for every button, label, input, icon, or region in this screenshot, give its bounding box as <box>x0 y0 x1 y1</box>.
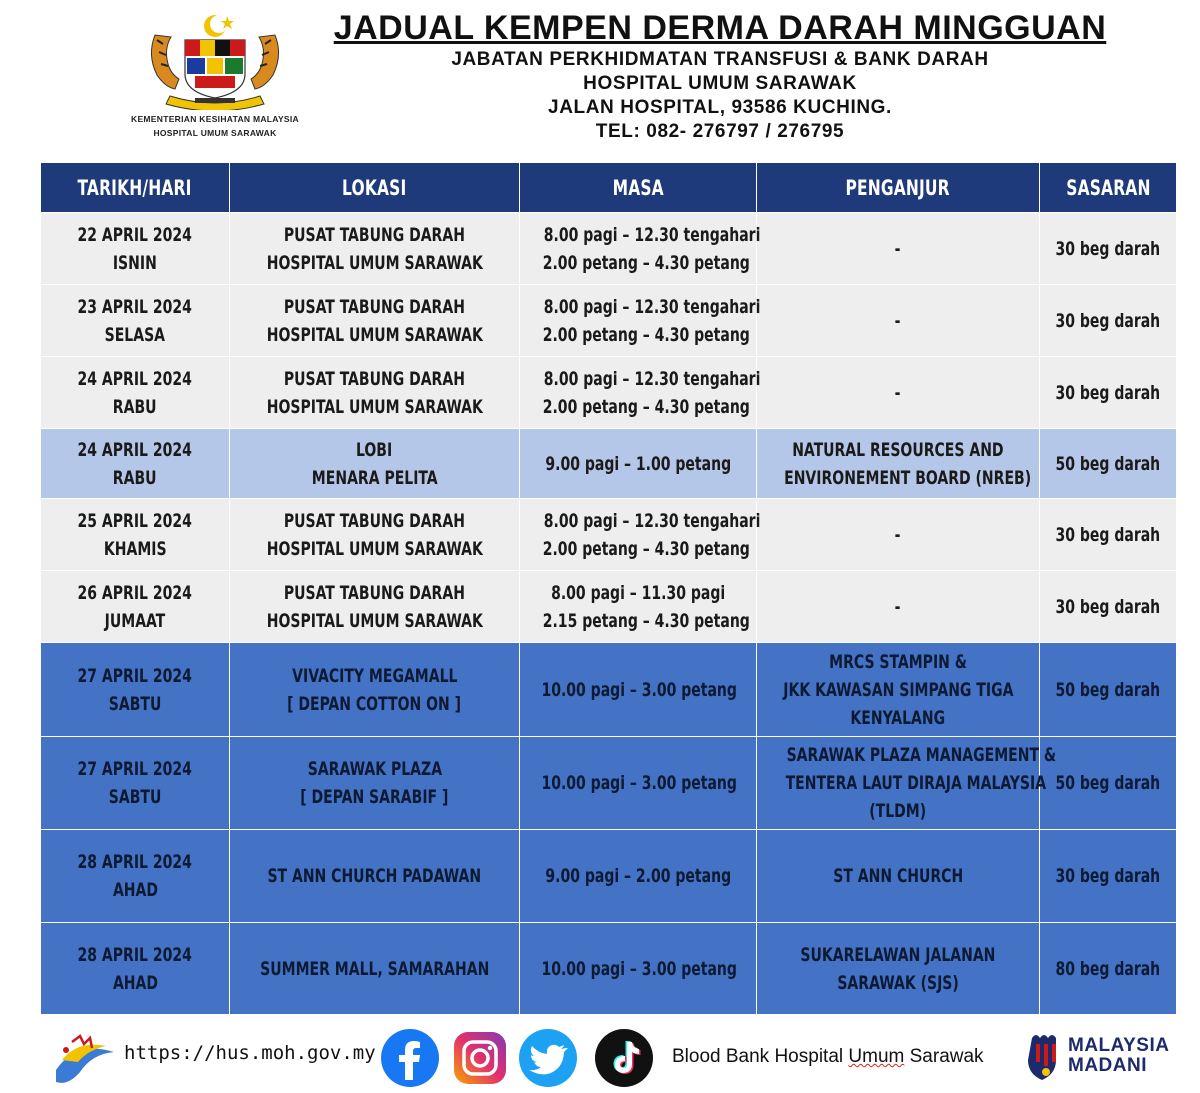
cell-location-line: PUSAT TABUNG DARAH <box>283 367 466 390</box>
schedule-table <box>40 162 1177 1015</box>
cell-organizer <box>757 285 1040 357</box>
cell-organizer-line: (TLDM) <box>869 800 927 822</box>
cell-target <box>1040 213 1177 285</box>
cell-time-line: 2.00 petang – 4.30 petang <box>542 251 750 274</box>
cell-date <box>41 285 230 357</box>
cell-location <box>230 357 520 429</box>
cell-date-line: 24 APRIL 2024 <box>77 367 193 390</box>
cell-organizer-line: JKK KAWASAN SIMPANG TIGA <box>782 678 1014 701</box>
cell-date-line: 24 APRIL 2024 <box>77 438 193 461</box>
malaysia-coat-of-arms-icon <box>135 10 295 110</box>
cell-organizer <box>757 830 1040 923</box>
cell-date <box>41 643 230 737</box>
department-line: JABATAN PERKHIDMATAN TRANSFUSI & BANK DARAH <box>451 49 989 70</box>
cell-target-text: 50 beg darah <box>1055 772 1161 794</box>
cell-organizer-line: MRCS STAMPIN & <box>829 650 967 673</box>
table-body <box>41 213 1177 1015</box>
cell-organizer-line: SARAWAK (SJS) <box>837 971 959 994</box>
cell-target-text: 30 beg darah <box>1055 865 1161 887</box>
cell-location-line: PUSAT TABUNG DARAH <box>283 581 466 604</box>
madani-line-2: MADANI <box>1068 1055 1147 1076</box>
cell-location <box>230 737 520 830</box>
cell-date <box>41 571 230 643</box>
cell-organizer <box>757 737 1057 830</box>
cell-date-line: 27 APRIL 2024 <box>77 664 193 687</box>
cell-date-line: 28 APRIL 2024 <box>77 851 193 873</box>
malaysia-madani-logo <box>1028 1030 1178 1086</box>
cell-location <box>230 923 520 1015</box>
twitter-icon[interactable] <box>518 1028 578 1088</box>
cell-location-line: SUMMER MALL, SAMARAHAN <box>259 957 490 980</box>
cell-organizer-line: - <box>895 595 901 618</box>
cell-organizer <box>757 499 1040 571</box>
cell-time-line: 9.00 pagi – 2.00 petang <box>545 865 731 887</box>
cell-date <box>41 737 230 830</box>
cell-date <box>41 830 230 923</box>
column-header-date: TARIKH/HARI <box>41 163 230 213</box>
cell-target <box>1040 285 1177 357</box>
cell-target-text: 50 beg darah <box>1055 452 1161 475</box>
cell-target-text: 50 beg darah <box>1055 678 1161 701</box>
cell-organizer <box>757 213 1040 285</box>
cell-organizer-line: ST ANN CHURCH <box>833 865 963 887</box>
cell-organizer-line: KENYALANG <box>850 706 946 729</box>
cell-time <box>520 285 761 357</box>
cell-target <box>1040 357 1177 429</box>
cell-location-line: HOSPITAL UMUM SARAWAK <box>266 609 483 632</box>
cell-location <box>230 285 520 357</box>
table-header-row <box>41 163 1177 213</box>
cell-time <box>520 571 757 643</box>
cell-time-line: 9.00 pagi – 1.00 petang <box>545 452 731 475</box>
cell-organizer <box>757 643 1040 737</box>
cell-organizer-line: SARAWAK PLAZA MANAGEMENT & <box>786 744 1057 766</box>
cell-time <box>520 357 761 429</box>
cell-date-line: SELASA <box>104 323 166 346</box>
cell-date-line: JUMAAT <box>104 609 166 632</box>
column-header-organizer: PENGANJUR <box>757 163 1040 213</box>
table-row <box>41 923 1177 1015</box>
hospital-line: HOSPITAL UMUM SARAWAK <box>583 73 857 94</box>
column-header-target: SASARAN <box>1040 163 1177 213</box>
cell-time <box>520 923 757 1015</box>
column-header-location: LOKASI <box>230 163 520 213</box>
cell-organizer-line: ENVIRONEMENT BOARD (NREB) <box>784 466 1032 489</box>
cell-location-line: SARAWAK PLAZA <box>307 758 442 780</box>
cell-date-line: 25 APRIL 2024 <box>77 509 193 532</box>
address-line: JALAN HOSPITAL, 93586 KUCHING. <box>548 97 892 118</box>
madani-line-1: MALAYSIA <box>1068 1035 1170 1056</box>
cell-location-line: PUSAT TABUNG DARAH <box>283 509 466 532</box>
cell-location-line: [ DEPAN SARABIF ] <box>300 786 449 808</box>
instagram-icon[interactable] <box>450 1028 510 1088</box>
cell-location <box>230 830 520 923</box>
cell-target-text: 30 beg darah <box>1055 237 1161 260</box>
cell-date <box>41 213 230 285</box>
cell-time-line: 8.00 pagi – 12.30 tengahari <box>543 367 761 390</box>
cell-organizer <box>757 429 1040 499</box>
table-row <box>41 213 1177 285</box>
cell-target-text: 30 beg darah <box>1055 309 1161 332</box>
cell-date-line: 26 APRIL 2024 <box>77 581 193 604</box>
cell-organizer-line: TENTERA LAUT DIRAJA MALAYSIA <box>785 772 1047 794</box>
table-row <box>41 357 1177 429</box>
ministry-caption: KEMENTERIAN KESIHATAN MALAYSIA <box>131 114 299 124</box>
cell-target <box>1040 923 1177 1015</box>
cell-time-line: 8.00 pagi – 11.30 pagi <box>550 581 726 604</box>
cell-organizer-line: - <box>895 523 901 546</box>
cell-time <box>520 643 757 737</box>
cell-date-line: 28 APRIL 2024 <box>77 943 193 966</box>
hospital-caption: HOSPITAL UMUM SARAWAK <box>153 128 277 138</box>
cell-date-line: 23 APRIL 2024 <box>77 295 193 318</box>
cell-target <box>1040 571 1177 643</box>
hospital-logo-icon <box>52 1030 118 1086</box>
cell-organizer <box>757 571 1040 643</box>
cell-time-line: 10.00 pagi – 3.00 petang <box>541 772 737 794</box>
cell-target <box>1040 830 1177 923</box>
cell-date <box>41 357 230 429</box>
cell-date-line: KHAMIS <box>103 537 167 560</box>
table-row <box>41 643 1177 737</box>
cell-date-line: SABTU <box>108 692 162 715</box>
table-row <box>41 499 1177 571</box>
cell-time <box>520 213 761 285</box>
cell-target-text: 30 beg darah <box>1055 381 1161 404</box>
cell-date <box>41 429 230 499</box>
cell-location-line: PUSAT TABUNG DARAH <box>283 223 466 246</box>
cell-location <box>230 643 520 737</box>
cell-location-line: HOSPITAL UMUM SARAWAK <box>266 251 483 274</box>
cell-target <box>1040 643 1177 737</box>
page-footer <box>0 1022 1200 1093</box>
table-row <box>41 429 1177 499</box>
cell-target <box>1040 499 1177 571</box>
cell-date-line: RABU <box>113 466 157 489</box>
table-row <box>41 571 1177 643</box>
column-header-time: MASA <box>520 163 757 213</box>
cell-location-line: HOSPITAL UMUM SARAWAK <box>266 323 483 346</box>
cell-time-line: 2.15 petang – 4.30 petang <box>542 609 750 632</box>
cell-location-line: [ DEPAN COTTON ON ] <box>287 692 462 715</box>
cell-date <box>41 499 230 571</box>
tiktok-icon[interactable] <box>594 1028 654 1088</box>
cell-location-line: VIVACITY MEGAMALL <box>291 664 458 687</box>
cell-target-text: 30 beg darah <box>1055 595 1161 618</box>
cell-location <box>230 571 520 643</box>
cell-target-text: 80 beg darah <box>1055 957 1161 980</box>
header-titles <box>330 8 1110 144</box>
website-url[interactable]: https://hus.moh.gov.my <box>124 1042 376 1064</box>
table-row <box>41 285 1177 357</box>
cell-time <box>520 737 757 830</box>
cell-organizer-line: - <box>895 237 901 260</box>
cell-location <box>230 213 520 285</box>
page-header <box>0 0 1200 160</box>
cell-organizer-line: - <box>895 309 901 332</box>
cell-date-line: SABTU <box>108 786 162 808</box>
cell-date <box>41 923 230 1015</box>
cell-location <box>230 429 520 499</box>
cell-time <box>520 499 761 571</box>
cell-time-line: 8.00 pagi – 12.30 tengahari <box>543 509 761 532</box>
cell-organizer <box>757 357 1040 429</box>
facebook-icon[interactable] <box>380 1028 440 1088</box>
cell-organizer-line: SUKARELAWAN JALANAN <box>800 943 996 966</box>
cell-target <box>1040 429 1177 499</box>
cell-date-line: AHAD <box>112 879 158 901</box>
cell-date-line: AHAD <box>112 971 158 994</box>
cell-organizer-line: - <box>895 381 901 404</box>
cell-date-line: 22 APRIL 2024 <box>77 223 193 246</box>
table-row <box>41 737 1177 830</box>
cell-location-line: HOSPITAL UMUM SARAWAK <box>266 537 483 560</box>
cell-date-line: RABU <box>113 395 157 418</box>
cell-target-text: 30 beg darah <box>1055 523 1161 546</box>
cell-time-line: 2.00 petang – 4.30 petang <box>542 395 750 418</box>
cell-time-line: 8.00 pagi – 12.30 tengahari <box>543 295 761 318</box>
cell-time <box>520 429 757 499</box>
cell-location-line: ST ANN CHURCH PADAWAN <box>267 865 482 887</box>
phone-line: TEL: 082- 276797 / 276795 <box>595 121 845 142</box>
facebook-page-name[interactable]: Blood Bank Hospital Umum Sarawak <box>672 1046 984 1067</box>
crest-block <box>110 10 320 150</box>
schedule-table-container <box>40 162 1176 1015</box>
cell-time-line: 10.00 pagi – 3.00 petang <box>541 678 737 701</box>
cell-time <box>520 830 757 923</box>
cell-organizer-line: NATURAL RESOURCES AND <box>792 438 1004 461</box>
cell-target <box>1040 737 1177 830</box>
cell-date-line: ISNIN <box>112 251 157 274</box>
page-title: JADUAL KEMPEN DERMA DARAH MINGGUAN <box>333 9 1107 47</box>
madani-emblem-icon <box>1028 1030 1064 1082</box>
cell-location-line: HOSPITAL UMUM SARAWAK <box>266 395 483 418</box>
cell-location-line: PUSAT TABUNG DARAH <box>283 295 466 318</box>
cell-time-line: 8.00 pagi – 12.30 tengahari <box>543 223 761 246</box>
cell-location-line: MENARA PELITA <box>311 466 438 489</box>
cell-location <box>230 499 520 571</box>
table-row <box>41 830 1177 923</box>
cell-time-line: 10.00 pagi – 3.00 petang <box>541 957 737 980</box>
cell-time-line: 2.00 petang – 4.30 petang <box>542 537 750 560</box>
cell-time-line: 2.00 petang – 4.30 petang <box>542 323 750 346</box>
cell-location-line: LOBI <box>356 438 393 461</box>
cell-organizer <box>757 923 1040 1015</box>
cell-date-line: 27 APRIL 2024 <box>77 758 193 780</box>
